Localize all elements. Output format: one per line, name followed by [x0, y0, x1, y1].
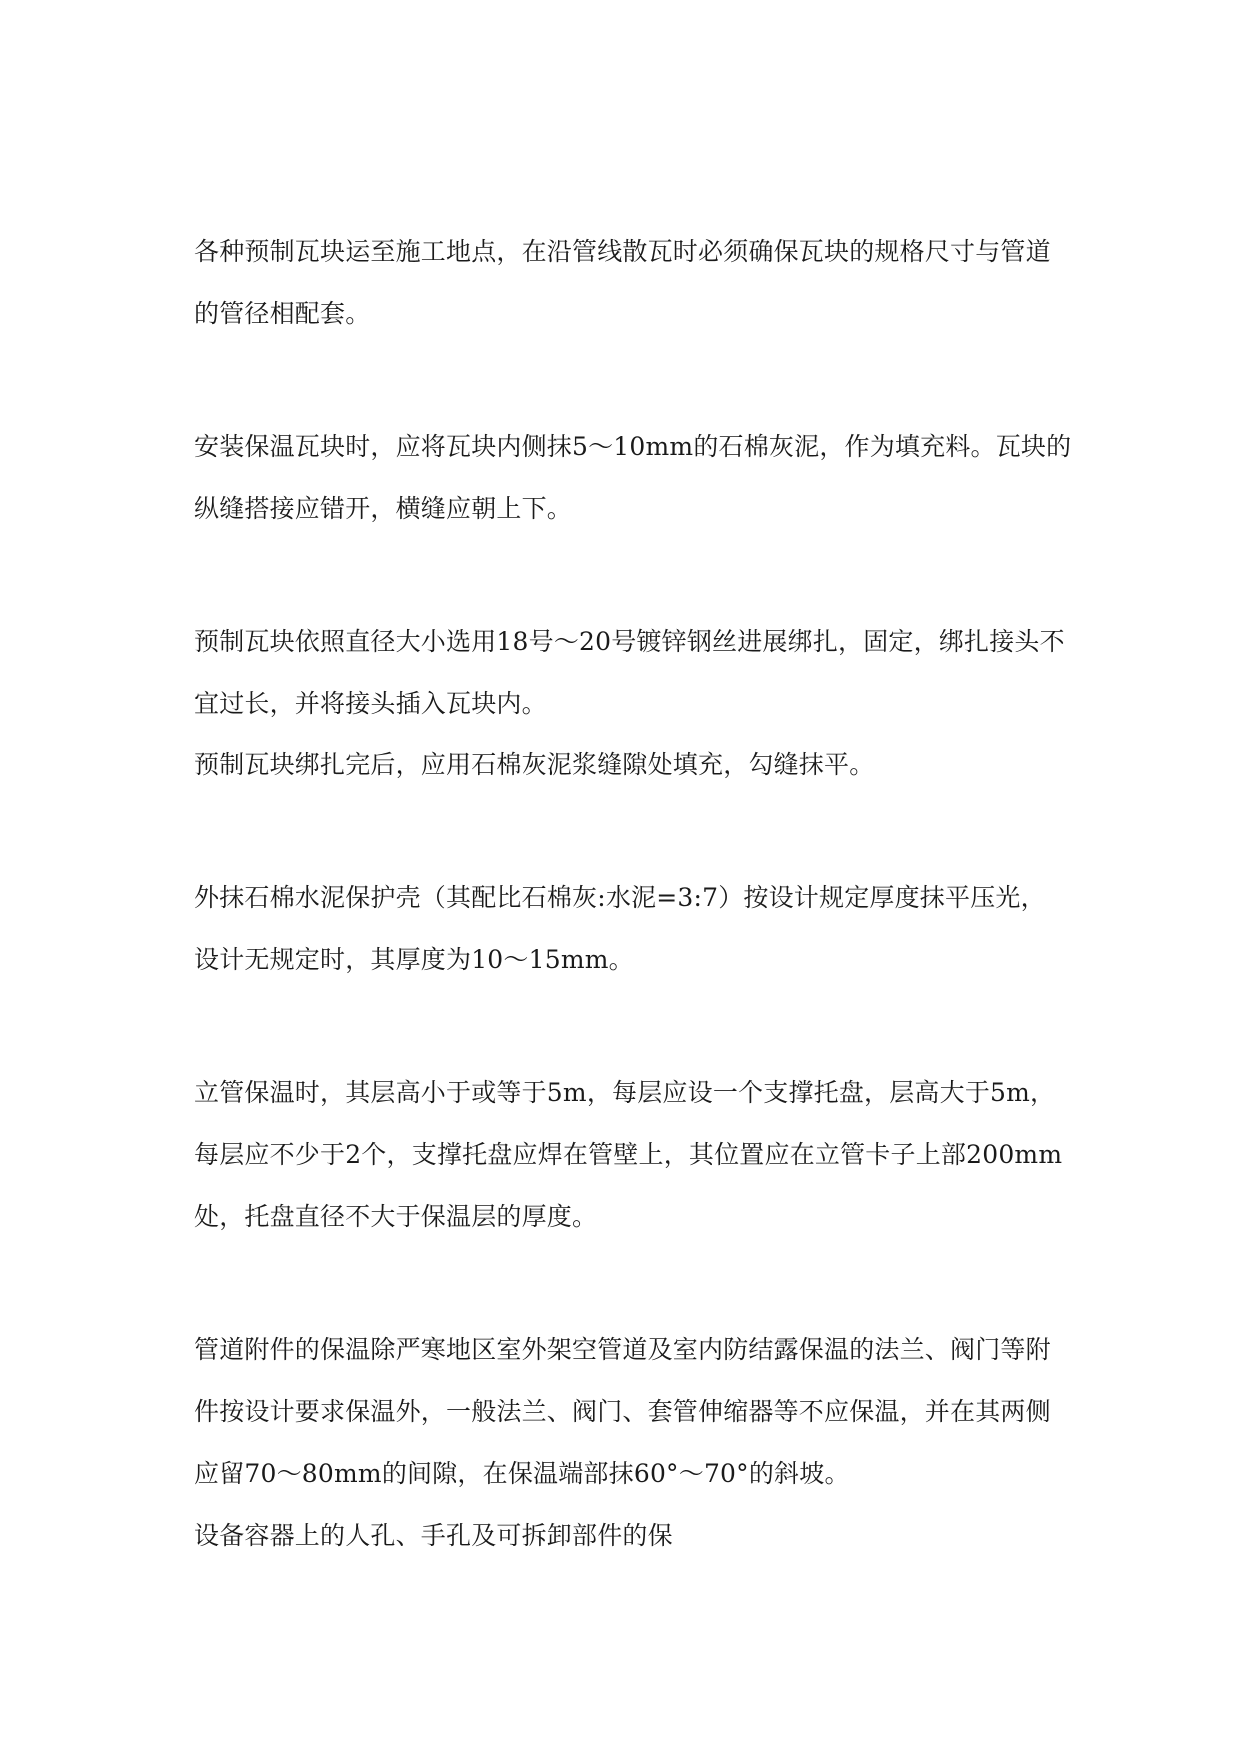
text-line: 设备容器上的人孔、手孔及可拆卸部件的保 — [194, 1521, 673, 1550]
text-line: 纵缝搭接应错开，横缝应朝上下。 — [194, 494, 573, 523]
text-line: 设计无规定时，其厚度为10～15mm。 — [194, 945, 634, 974]
text-line: 应留70～80mm的间隙，在保温端部抹60°～70°的斜坡。 — [194, 1459, 850, 1488]
text-line: 的管径相配套。 — [194, 299, 371, 328]
text-line: 各种预制瓦块运至施工地点，在沿管线散瓦时必须确保瓦块的规格尺寸与管道 — [194, 237, 1051, 266]
text-line: 立管保温时，其层高小于或等于5m，每层应设一个支撑托盘，层高大于5m， — [194, 1078, 1056, 1107]
text-line: 预制瓦块绑扎完后，应用石棉灰泥浆缝隙处填充，勾缝抹平。 — [194, 750, 875, 779]
text-line: 安装保温瓦块时，应将瓦块内侧抹5～10mm的石棉灰泥，作为填充料。瓦块的 — [194, 432, 1072, 461]
text-line: 每层应不少于2个，支撑托盘应焊在管壁上，其位置应在立管卡子上部200mm — [194, 1140, 1063, 1169]
text-line: 宜过长，并将接头插入瓦块内。 — [194, 689, 547, 718]
text-line: 处，托盘直径不大于保温层的厚度。 — [194, 1202, 598, 1231]
text-line: 预制瓦块依照直径大小选用18号～20号镀锌钢丝进展绑扎，固定，绑扎接头不 — [194, 627, 1065, 656]
text-line: 管道附件的保温除严寒地区室外架空管道及室内防结露保温的法兰、阀门等附 — [194, 1335, 1051, 1364]
text-line: 外抹石棉水泥保护壳（其配比石棉灰:水泥=3:7）按设计规定厚度抹平压光， — [194, 883, 1046, 912]
text-line: 件按设计要求保温外，一般法兰、阀门、套管伸缩器等不应保温，并在其两侧 — [194, 1397, 1051, 1426]
